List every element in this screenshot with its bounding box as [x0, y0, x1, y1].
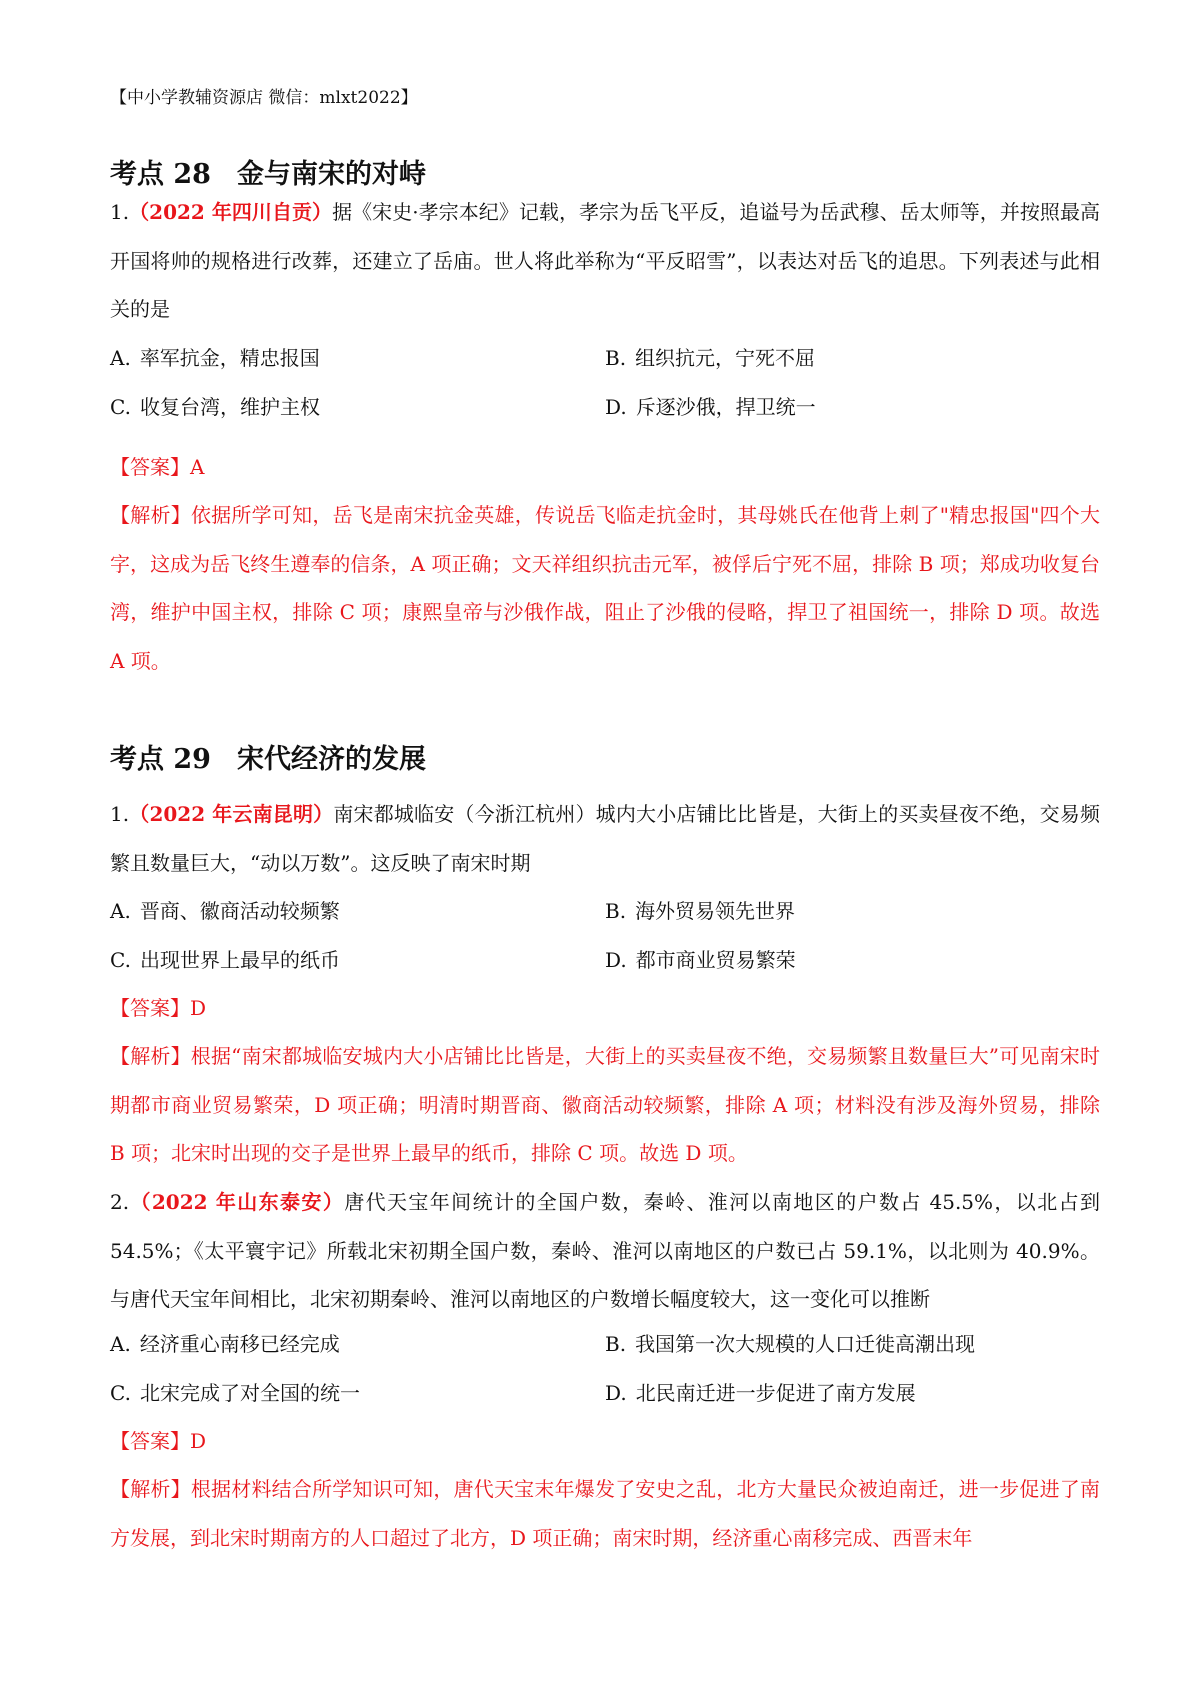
option-letter: B. — [605, 346, 627, 370]
option-text: 率军抗金，精忠报国 — [139, 346, 320, 370]
options-block — [110, 334, 1100, 431]
question-source: （2022 年云南昆明） — [129, 802, 334, 826]
question-stem — [110, 790, 1100, 887]
option-letter: D. — [605, 947, 627, 972]
question-source: （2022 年四川自贡） — [129, 200, 333, 224]
question-number: 2. — [110, 1190, 130, 1214]
option-letter: B. — [605, 899, 627, 923]
option-letter: C. — [110, 947, 131, 972]
section-heading: 金与南宋的对峙 — [236, 159, 426, 190]
option-letter: B. — [605, 1332, 627, 1356]
question-number: 1. — [110, 200, 130, 224]
option-text: 海外贸易领先世界 — [635, 899, 796, 923]
option-a — [110, 1320, 605, 1369]
option-d — [605, 936, 1100, 985]
section-heading: 宋代经济的发展 — [236, 744, 426, 775]
question-text: 南宋都城临安（今浙江杭州）城内大小店铺比比皆是，大街上的买卖昼夜不绝，交易频繁且数量巨大，“动以万数”。这反映了南宋时期 — [110, 802, 1100, 875]
question-stem — [110, 188, 1100, 334]
answer-line: 【答案】D — [110, 996, 207, 1020]
option-text: 组织抗元，宁死不屈 — [635, 346, 816, 370]
options-block — [110, 1320, 1100, 1417]
option-a — [110, 887, 605, 936]
option-text: 我国第一次大规模的人口迁徙高潮出现 — [635, 1332, 976, 1356]
answer-line: 【答案】D — [110, 1429, 207, 1453]
section-number: 考点 29 — [110, 744, 211, 775]
option-letter: C. — [110, 1380, 131, 1405]
option-text: 经济重心南移已经完成 — [139, 1332, 340, 1356]
analysis-text: 【解析】根据“南宋都城临安城内大小店铺比比皆是，大街上的买卖昼夜不绝，交易频繁且数量巨大”可见南宋时期都市商业贸易繁荣，D 项正确；明清时期晋商、徽商活动较频繁，排除 A 项；材料没有涉及海外贸易，排除 B 项；北宋时出现的交子是世界上最早的纸币，排除 C 项。故选 D 项。 — [110, 1044, 1100, 1165]
options-block — [110, 887, 1100, 984]
header-note: 【中小学教辅资源店 微信：mlxt2022】 — [110, 88, 418, 108]
question-text: 据《宋史·孝宗本纪》记载，孝宗为岳飞平反，追谥号为岳武穆、岳太师等，并按照最高开国将帅的规格进行改葬，还建立了岳庙。世人将此举称为“平反昭雪”，以表达对岳飞的追思。下列表述与此相关的是 — [110, 200, 1100, 321]
section-title-29 — [110, 742, 426, 778]
question-source: （2022 年山东泰安） — [129, 1190, 345, 1214]
option-text: 收复台湾，维护主权 — [139, 394, 320, 419]
question-number: 1. — [110, 802, 130, 826]
option-c — [110, 1369, 605, 1418]
option-text: 都市商业贸易繁荣 — [635, 947, 796, 972]
option-d — [605, 383, 1100, 432]
option-text: 斥逐沙俄，捍卫统一 — [635, 394, 816, 419]
option-text: 晋商、徽商活动较频繁 — [139, 899, 340, 923]
analysis-text: 【解析】依据所学可知，岳飞是南宋抗金英雄，传说岳飞临走抗金时，其母姚氏在他背上刺了"精忠报国"四个大字，这成为岳飞终生遵奉的信条，A 项正确；文天祥组织抗击元军，被俘后宁死不屈，排除 B 项；郑成功收复台湾，维护中国主权，排除 C 项；康熙皇帝与沙俄作战，阻止了沙俄的侵略，捍卫了祖国统一，排除 D 项。故选 A 项。 — [110, 503, 1100, 673]
option-letter: D. — [605, 1380, 627, 1405]
option-b — [605, 887, 1100, 936]
option-d — [605, 1369, 1100, 1418]
option-b — [605, 334, 1100, 383]
option-letter: D. — [605, 394, 627, 419]
question-text: 唐代天宝年间统计的全国户数，秦岭、淮河以南地区的户数占 45.5%，以北占到 54.5%；《太平寰宇记》所载北宋初期全国户数，秦岭、淮河以南地区的户数已占 59.1%，以北则为 40.9%。与唐代天宝年间相比，北宋初期秦岭、淮河以南地区的户数增长幅度较大，这一变化可以推断 — [110, 1190, 1100, 1311]
options-row — [110, 887, 1100, 936]
option-a — [110, 334, 605, 383]
question-stem — [110, 1178, 1100, 1324]
option-text: 北民南迁进一步促进了南方发展 — [635, 1380, 916, 1405]
analysis-text: 【解析】根据材料结合所学知识可知，唐代天宝末年爆发了安史之乱，北方大量民众被迫南迁，进一步促进了南方发展，到北宋时期南方的人口超过了北方，D 项正确；南宋时期，经济重心南移完成、西晋末年 — [110, 1477, 1100, 1550]
option-letter: C. — [110, 394, 131, 419]
options-row — [110, 936, 1100, 985]
option-letter: A. — [110, 1332, 131, 1356]
answer-line: 【答案】A — [110, 455, 205, 479]
options-row — [110, 1369, 1100, 1418]
option-text: 出现世界上最早的纸币 — [139, 947, 340, 972]
option-text: 北宋完成了对全国的统一 — [139, 1380, 360, 1405]
option-letter: A. — [110, 346, 131, 370]
option-b — [605, 1320, 1100, 1369]
option-c — [110, 383, 605, 432]
section-number: 考点 28 — [110, 159, 211, 190]
options-row — [110, 1320, 1100, 1369]
option-letter: A. — [110, 899, 131, 923]
options-row — [110, 334, 1100, 383]
option-c — [110, 936, 605, 985]
options-row — [110, 383, 1100, 432]
